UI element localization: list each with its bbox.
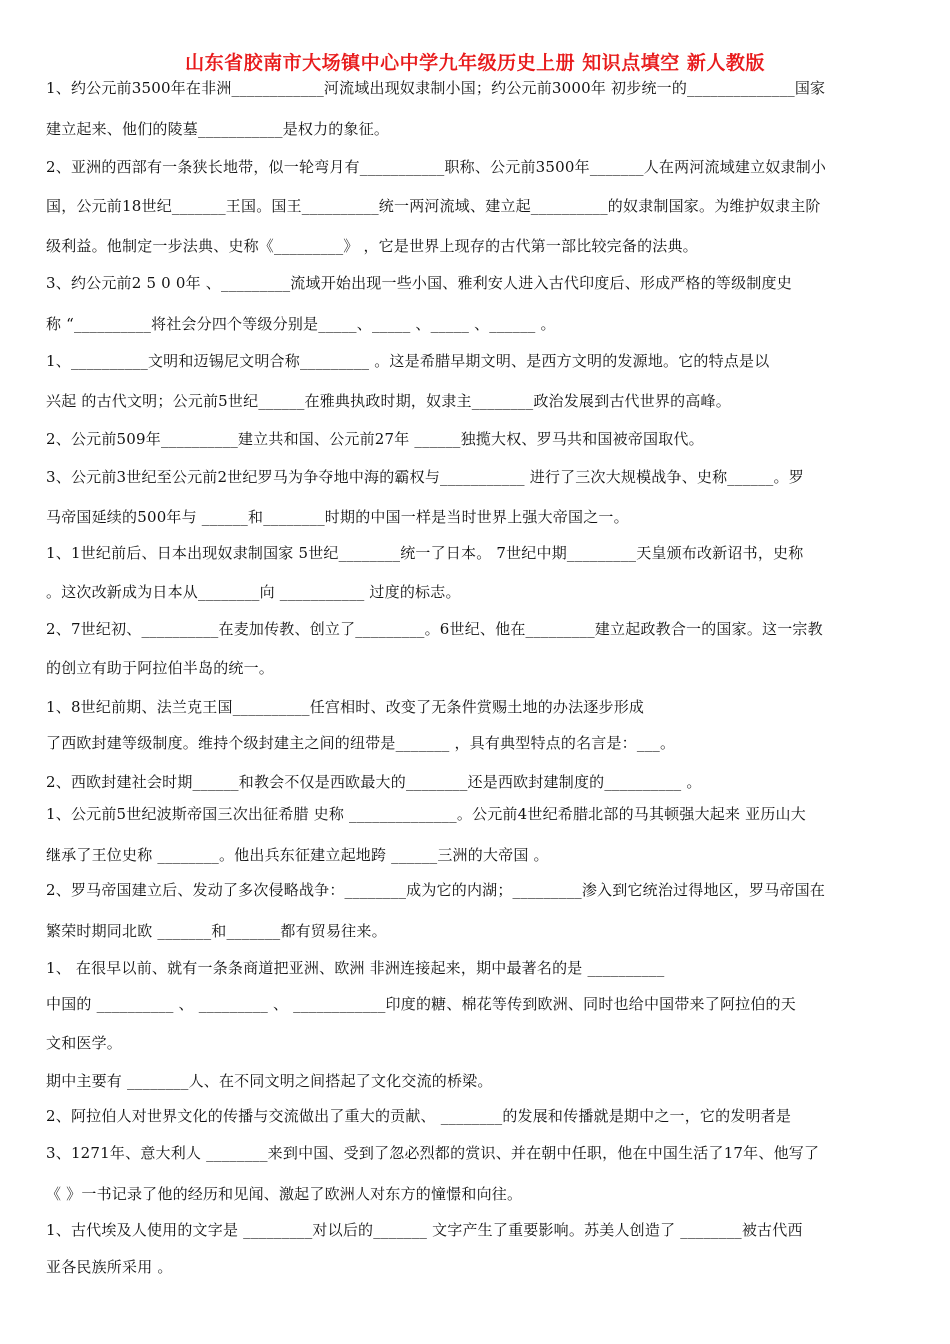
text-line: 级利益。他制定一步法典、史称《_________》 ，它是世界上现存的古代第一部比较完备的法典。 (46, 237, 698, 255)
text-line: 1、约公元前3500年在非洲____________河流域出现奴隶制小国；约公元前3000年 初步统一的______________国家 (46, 79, 826, 97)
text-line: 2、阿拉伯人对世界文化的传播与交流做出了重大的贡献、 ________的发展和传播就是期中之一，它的发明者是 (46, 1107, 792, 1125)
text-line: 1、 在很早以前、就有一条条商道把亚洲、欧洲 非洲连接起来，期中最著名的是 __________ (46, 959, 665, 977)
text-line: 中国的 __________ 、 _________ 、 ____________印度的糖、棉花等传到欧洲、同时也给中国带来了阿拉伯的天 (46, 995, 796, 1013)
text-line: 兴起 的古代文明；公元前5世纪______在雅典执政时期，奴隶主________政治发展到古代世界的高峰。 (46, 392, 731, 410)
text-line: 国，公元前18世纪_______王国。国王__________统一两河流域、建立起__________的奴隶制国家。为维护奴隶主阶 (46, 197, 821, 215)
text-line: 《 》一书记录了他的经历和见闻、激起了欧洲人对东方的憧憬和向往。 (46, 1185, 523, 1203)
text-line: 的创立有助于阿拉伯半岛的统一。 (46, 659, 275, 677)
text-line: 亚各民族所采用 。 (46, 1258, 173, 1276)
text-line: 。这次改新成为日本从________向 ___________ 过度的标志。 (46, 583, 461, 601)
text-line: 1、1世纪前后、日本出现奴隶制国家 5世纪________统一了日本。 7世纪中期_________天皇颁布改新诏书，史称 (46, 544, 804, 562)
text-line: 建立起来、他们的陵墓___________是权力的象征。 (46, 120, 390, 138)
text-line: 继承了王位史称 ________。他出兵东征建立起地跨 ______三洲的大帝国 。 (46, 846, 549, 864)
text-line: 2、公元前509年__________建立共和国、公元前27年 ______独揽大权、罗马共和国被帝国取代。 (46, 430, 704, 448)
text-line: 2、亚洲的西部有一条狭长地带，似一轮弯月有___________职称、公元前3500年_______人在两河流域建立奴隶制小 (46, 158, 827, 176)
text-line: 2、罗马帝国建立后、发动了多次侵略战争：________成为它的内湖；_________渗入到它统治过得地区，罗马帝国在 (46, 881, 826, 899)
text-line: 繁荣时期同北欧 _______和_______都有贸易往来。 (46, 922, 387, 940)
text-line: 1、__________文明和迈锡尼文明合称_________ 。这是希腊早期文明、是西方文明的发源地。它的特点是以 (46, 352, 770, 370)
text-line: 3、1271年、意大利人 ________来到中国、受到了忽必烈都的赏识、并在朝中任职，他在中国生活了17年、他写了 (46, 1144, 820, 1162)
text-line: 1、古代埃及人使用的文字是 _________对以后的_______ 文字产生了重要影响。苏美人创造了 ________被古代西 (46, 1221, 803, 1239)
text-line: 马帝国延续的500年与 ______和________时期的中国一样是当时世界上强大帝国之一。 (46, 508, 629, 526)
text-line: 3、公元前3世纪至公元前2世纪罗马为争夺地中海的霸权与___________ 进行了三次大规模战争、史称______。罗 (46, 468, 804, 486)
text-line: 了西欧封建等级制度。维持个级封建主之间的纽带是_______ ，具有典型特点的名言是：___。 (46, 734, 676, 752)
text-line: 文和医学。 (46, 1034, 123, 1052)
text-line: 称 “__________将社会分四个等级分别是_____、_____ 、_____ 、______ 。 (46, 315, 556, 333)
text-line: 1、公元前5世纪波斯帝国三次出征希腊 史称 ______________。公元前4世纪希腊北部的马其顿强大起来 亚历山大 (46, 805, 806, 823)
text-line: 3、约公元前2 5 0 0年 、_________流域开始出现一些小国、雅利安人进入古代印度后、形成严格的等级制度史 (46, 274, 792, 292)
text-line: 2、西欧封建社会时期______和教会不仅是西欧最大的________还是西欧封建制度的__________ 。 (46, 773, 702, 791)
text-line: 2、7世纪初、__________在麦加传教、创立了_________。6世纪、他在_________建立起政教合一的国家。这一宗教 (46, 620, 823, 638)
text-line: 1、8世纪前期、法兰克王国__________任宫相时、改变了无条件赏赐土地的办法逐步形成 (46, 698, 645, 716)
text-line: 期中主要有 ________人、在不同文明之间搭起了文化交流的桥梁。 (46, 1072, 493, 1090)
page-title: 山东省胶南市大场镇中心中学九年级历史上册 知识点填空 新人教版 (185, 52, 765, 74)
